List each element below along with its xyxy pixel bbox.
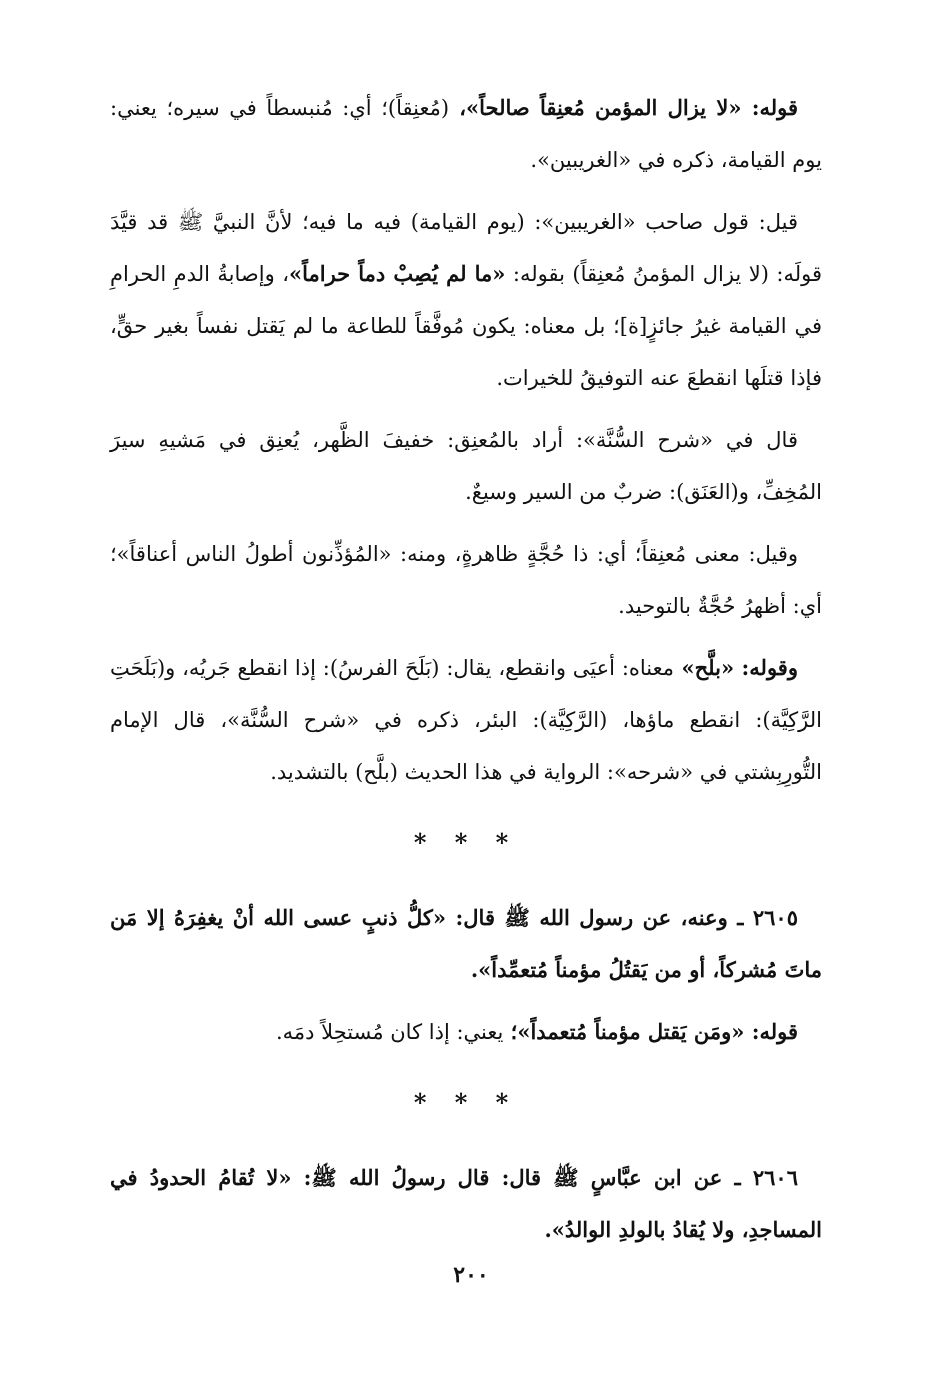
commentary-text: قال في «شرح السُّنَّة»: أراد بالمُعنِق: خفيفَ الظَّهر، يُعنِق في مَشيهِ سيرَ المُخِفِّ، و(العَنَق): ضربٌ من السير وسيعٌ. (110, 428, 822, 504)
commentary-text: ، وإصابةُ الدمِ الحرامِ في القيامة غيرُ جائزٍ[ة]؛ بل معناه: يكون مُوفَّقاً للطاعة ما لم يَقتل نفساً بغير حقٍّ، فإذا قتلَها انقطعَ عنه التوفيقُ للخيرات. (110, 262, 822, 390)
paragraph-5 (110, 642, 822, 798)
paragraph-3 (110, 414, 822, 518)
paragraph-7 (110, 1006, 822, 1058)
quote-bold: وقوله: «بلَّح» (674, 655, 798, 680)
paragraph-1 (110, 82, 822, 186)
quote-bold: «ما لم يُصِبْ دماً حراماً» (288, 261, 506, 286)
hadith-2606 (110, 1152, 822, 1256)
page-number: ٢٠٠ (453, 1262, 489, 1288)
hadith-2605 (110, 892, 822, 996)
commentary-text: يعني: إذا كان مُستحِلاً دمَه. (275, 1020, 504, 1044)
hadith-text: ٢٦٠٦ ـ عن ابن عبَّاسٍ ﷺ قال: قال رسولُ الله ﷺ: «لا تُقامُ الحدودُ في المساجدِ، ولا يُقادُ بالولدِ الوالدُ». (110, 1165, 822, 1242)
section-separator: * * * (413, 828, 519, 857)
section-separator: * * * (413, 1088, 519, 1117)
hadith-text: ٢٦٠٥ ـ وعنه، عن رسول الله ﷺ قال: «كلُّ ذنبٍ عسى الله أنْ يغفِرَهُ إلا مَن ماتَ مُشركاً، أو من يَقتُلُ مؤمناً مُتعمِّداً». (110, 905, 822, 982)
paragraph-2 (110, 196, 822, 404)
quote-bold: قوله: «ومَن يَقتل مؤمناً مُتعمداً»؛ (503, 1019, 798, 1044)
page-body (110, 82, 822, 1266)
commentary-text: معناه: أعيَى وانقطع، يقال: (بَلَحَ الفرسُ): إذا انقطع جَريُه، و(بَلَحَتِ الرَّكِيَّة): انقطع ماؤها، (الرَّكِيَّة): البئر، ذكره في «شرح السُّنَّة»، قال الإمام التُّورِبِشتي في «شرحه»: الرواية في هذا الحديث (بلَّح) بالتشديد. (110, 656, 822, 784)
commentary-text: وقيل: معنى مُعنِقاً؛ أي: ذا حُجَّةٍ ظاهرةٍ، ومنه: «المُؤذِّنون أطولُ الناس أعناقاً»؛ أي: أظهرُ حُجَّةٌ بالتوحيد. (110, 542, 822, 618)
paragraph-4 (110, 528, 822, 632)
quote-bold: قوله: «لا يزال المؤمن مُعنِقاً صالحاً»، (449, 95, 799, 120)
commentary-text: (مُعنِقاً)؛ أي: مُنبسطاً في سيره؛ يعني: يوم القيامة، ذكره في «الغريبين». (110, 96, 822, 172)
commentary-text: قيل: قول صاحب «الغريبين»: (يوم القيامة) فيه ما فيه؛ لأنَّ النبيَّ ﷺ قد قيَّدَ قولَه: (لا يزال المؤمنُ مُعنِقاً) بقوله: (110, 210, 822, 286)
